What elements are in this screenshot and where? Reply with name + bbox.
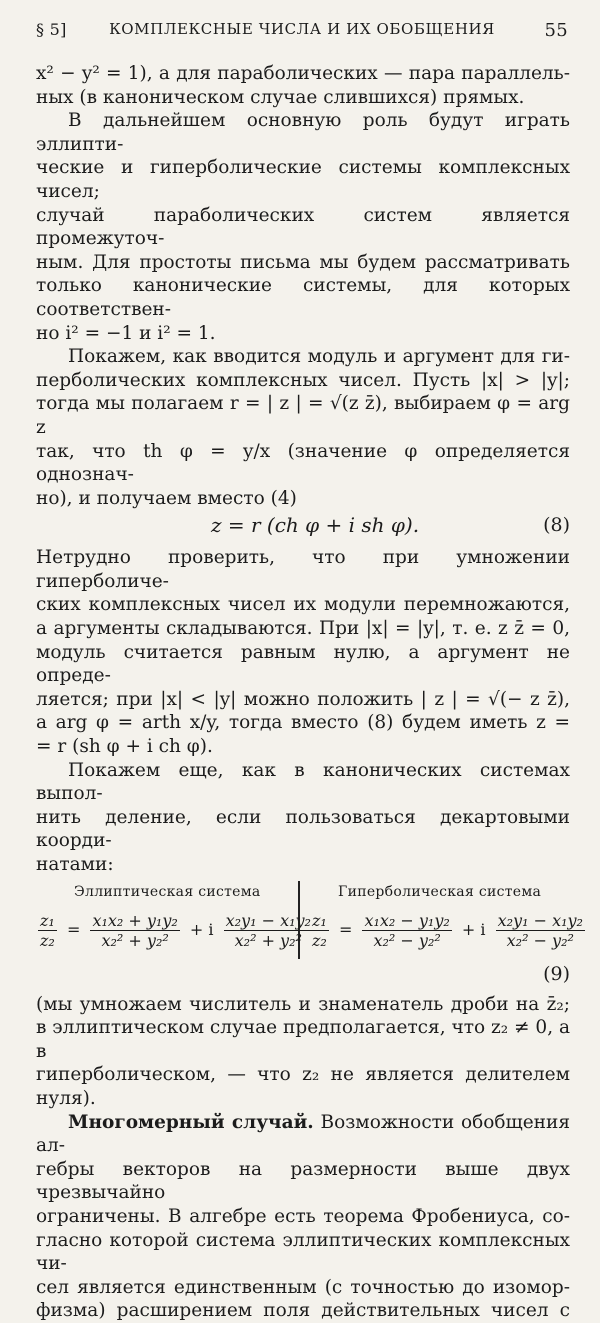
text-line: ских комплексных чисел их модули перемножаются, [36,594,570,616]
paragraph-1 [36,62,570,109]
text-line: натами: [36,854,114,875]
text-line [36,1111,570,1158]
paragraph-2 [36,109,570,345]
lhs-denominator: z₂ [40,930,55,950]
paragraph-6 [36,993,570,1111]
text-line: ляется; при |x| < |y| можно положить | z | = √(− z z̄), [36,688,570,710]
paragraph-7 [36,1111,570,1323]
text-line: Покажем, как вводится модуль и аргумент для ги- [68,346,570,368]
imag-numerator: x₂y₁ − x₁y₂ [225,910,311,930]
page-number: 55 [544,20,568,41]
section-heading: Многомерный случай. [68,1111,314,1133]
text-line: тогда мы полагаем r = | z | = √(z z̄), выбираем φ = arg z [36,393,570,438]
hyperbolic-caption: Гиперболическая система [338,883,542,900]
text-line: Нетрудно проверить, что при умножении гиперболиче- [36,547,570,592]
elliptic-caption: Эллиптическая система [74,883,261,900]
paragraph-5 [36,759,570,877]
equals-sign: = [66,920,81,940]
running-header [36,20,568,44]
text-line: гебры векторов на размерности выше двух чрезвычайно [36,1158,570,1204]
text-line: случай параболических систем является промежуточ- [36,204,570,250]
plus-i: + i [189,920,214,940]
imag-numerator: x₂y₁ − x₁y₂ [497,910,583,930]
text-line: нить деление, если пользоваться декартовыми коорди- [36,806,570,852]
text-line: но), и получаем вместо (4) [36,487,297,509]
lhs-numerator: z₁ [312,910,327,930]
imag-denominator: x₂² − y₂² [506,930,574,950]
equation-8-formula: z = r (ch φ + i sh φ). [211,513,420,538]
section-marker: § 5] [36,20,67,39]
text-line: ным. Для простоты письма мы будем рассматривать [36,251,570,273]
text-line: ческие и гиперболические системы комплексных чисел; [36,157,570,202]
text-line: перболических комплексных чисел. Пусть |x| > |y|; [36,369,570,391]
equation-9-number: (9) [543,962,570,985]
text-line: модуль считается равным нулю, а аргумент не опреде- [36,641,570,687]
text-line: (мы умножаем числитель и знаменатель дроби на z̄₂; [36,993,570,1015]
text-line: только канонические системы, для которых соответствен- [36,275,570,320]
imag-denominator: x₂² + y₂² [234,930,302,950]
page-body [36,62,583,1323]
hyperbolic-formula [308,911,587,950]
plus-i: + i [461,920,486,940]
equation-8-number: (8) [543,514,570,537]
text-line: гласно которой система эллиптических комплексных чи- [36,1229,570,1275]
elliptic-formula [36,911,315,950]
text-line: физма) расширением поля действительных чисел с [36,1300,570,1322]
text-line: ных (в каноническом случае слившихся) прямых. [36,86,525,108]
real-denominator: x₂² − y₂² [373,930,441,950]
text-fragment: Возможности обобщения ал- [36,1111,570,1157]
real-denominator: x₂² + y₂² [101,930,169,950]
text-line: Покажем еще, как в канонических системах выпол- [36,759,570,805]
text-line: ограничены. В алгебре есть теорема Фробениуса, со- [36,1205,570,1227]
text-line: но i² = −1 и i² = 1. [36,322,216,344]
paragraph-4 [36,546,570,758]
equals-sign: = [338,920,353,940]
equation-8 [36,510,570,546]
text-line: x² − y² = 1), а для параболических — пара параллель- [36,63,570,84]
real-numerator: x₁x₂ + y₁y₂ [92,910,178,930]
chapter-title: КОМПЛЕКСНЫЕ ЧИСЛА И ИХ ОБОБЩЕНИЯ [109,20,495,38]
text-line: сел является единственным (с точностью до изомор- [36,1276,570,1298]
text-line: а аргументы складываются. При |x| = |y|, т. е. z z̄ = 0, [36,618,570,640]
text-line: гиперболическом, — что z₂ не является делителем нуля). [36,1064,570,1109]
text-line: а arg φ = arth x/y, тогда вместо (8) будем иметь z = [36,712,570,734]
real-numerator: x₁x₂ − y₁y₂ [364,910,450,930]
division-table [36,881,583,993]
lhs-numerator: z₁ [40,910,55,930]
lhs-denominator: z₂ [312,930,327,950]
text-line: = r (sh φ + i ch φ). [36,736,213,758]
text-line: в эллиптическом случае предполагается, что z₂ ≠ 0, а в [36,1017,570,1062]
text-line: В дальнейшем основную роль будут играть эллипти- [36,110,570,155]
text-line: так, что th φ = y/x (значение φ определяется однознач- [36,440,570,486]
paragraph-3 [36,345,570,510]
